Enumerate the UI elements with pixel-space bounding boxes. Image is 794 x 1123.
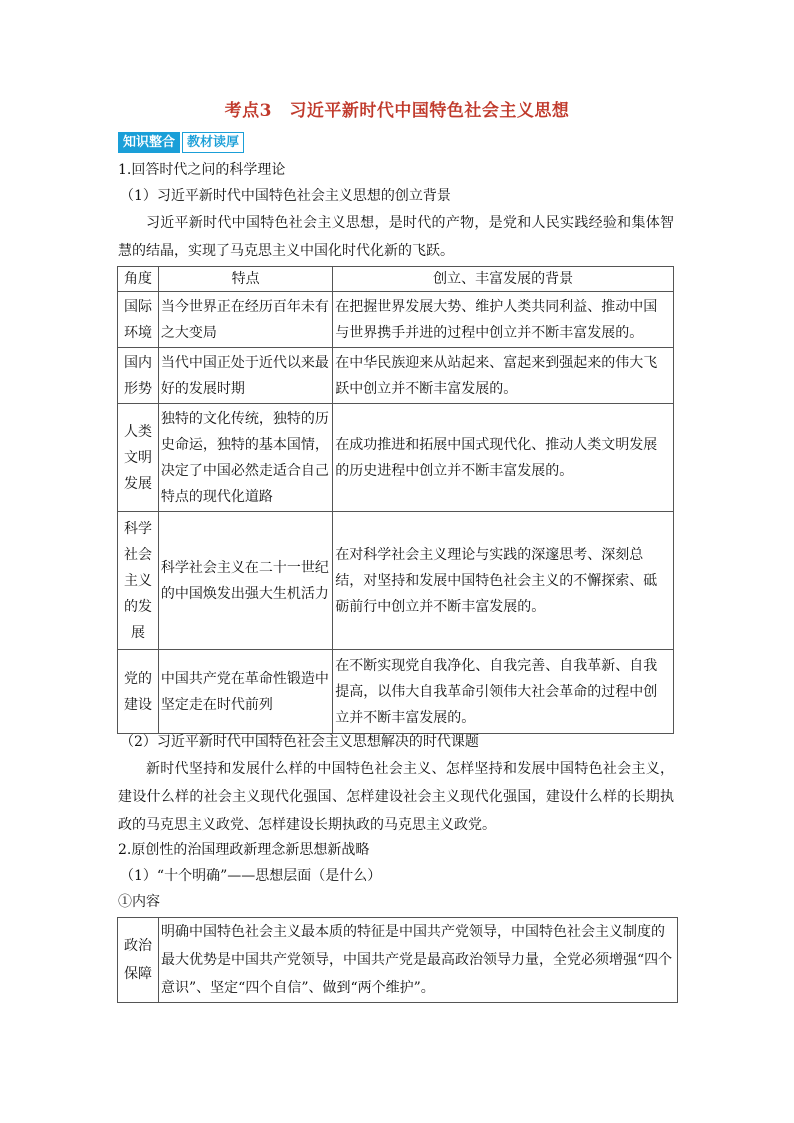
page-title: 考点3 习近平新时代中国特色社会主义思想 <box>224 101 570 121</box>
angle-cell: 人类文明发展 <box>118 404 159 512</box>
background-cell: 在不断实现党自我净化、自我完善、自我革新、自我提高，以伟大自我革命引领伟大社会革命的过程中创立并不断丰富发展的。 <box>333 650 674 734</box>
section1-subheading-1: （1）习近平新时代中国特色社会主义思想的创立背景 <box>120 188 451 204</box>
section1-paragraph-2: 新时代坚持和发展什么样的中国特色社会主义、怎样坚持和发展中国特色社会主义，建设什么样的社会主义现代化强国、怎样建设社会主义现代化强国，建设什么样的长期执政的马克思主义政党、怎样建设长期执政的马克思主义政党。 <box>118 761 674 833</box>
content-cell: 明确中国特色社会主义最本质的特征是中国共产党领导，中国特色社会主义制度的最大优势是中国共产党领导，中国共产党是最高政治领导力量，全党必须增强“四个意识”、坚定“四个自信”、做到“两个维护”。 <box>159 918 678 1003</box>
background-cell: 在成功推进和拓展中国式现代化、推动人类文明发展的历史进程中创立并不断丰富发展的。 <box>333 404 674 512</box>
feature-cell: 科学社会主义在二十一世纪的中国焕发出强大生机活力 <box>158 512 332 650</box>
table-row <box>118 348 674 404</box>
table-row <box>118 292 674 348</box>
section1-subheading-2: （2）习近平新时代中国特色社会主义思想解决的时代课题 <box>120 734 479 750</box>
content-table <box>117 917 678 1003</box>
feature-cell: 中国共产党在革命性锻造中坚定走在时代前列 <box>158 650 332 734</box>
tag-textbook-reading: 教材读厚 <box>182 132 244 153</box>
feature-cell: 当代中国正处于近代以来最好的发展时期 <box>158 348 332 404</box>
background-cell: 在把握世界发展大势、维护人类共同利益、推动中国与世界携手并进的过程中创立并不断丰富发展的。 <box>333 292 674 348</box>
section2-subheading-1: （1）“十个明确”——思想层面（是什么） <box>120 868 382 884</box>
background-cell: 在对科学社会主义理论与实践的深邃思考、深刻总结，对坚持和发展中国特色社会主义的不懈探索、砥砺前行中创立并不断丰富发展的。 <box>333 512 674 650</box>
background-table <box>117 266 674 734</box>
table-header-cell: 角度 <box>118 267 159 292</box>
label-cell: 政治保障 <box>118 918 159 1003</box>
feature-cell: 当今世界正在经历百年未有之大变局 <box>158 292 332 348</box>
angle-cell: 国际环境 <box>118 292 159 348</box>
table-header-cell: 创立、丰富发展的背景 <box>333 267 674 292</box>
section2-subheading-1a: ①内容 <box>118 894 160 910</box>
feature-cell: 独特的文化传统，独特的历史命运，独特的基本国情，决定了中国必然走适合自己特点的现代化道路 <box>158 404 332 512</box>
section1-paragraph-1: 习近平新时代中国特色社会主义思想，是时代的产物，是党和人民实践经验和集体智慧的结晶，实现了马克思主义中国化时代化新的飞跃。 <box>118 215 674 259</box>
tag-group <box>118 132 244 153</box>
tag-knowledge-integration: 知识整合 <box>118 132 180 153</box>
table-row <box>118 918 678 1003</box>
table-row <box>118 404 674 512</box>
table-row <box>118 512 674 650</box>
angle-cell: 党的建设 <box>118 650 159 734</box>
section1-heading: 1.回答时代之问的科学理论 <box>118 162 286 178</box>
section2-heading: 2.原创性的治国理政新理念新思想新战略 <box>118 842 370 858</box>
table-header-row <box>118 267 674 292</box>
background-cell: 在中华民族迎来从站起来、富起来到强起来的伟大飞跃中创立并不断丰富发展的。 <box>333 348 674 404</box>
angle-cell: 科学社会主义的发展 <box>118 512 159 650</box>
table-row <box>118 650 674 734</box>
angle-cell: 国内形势 <box>118 348 159 404</box>
table-header-cell: 特点 <box>158 267 332 292</box>
